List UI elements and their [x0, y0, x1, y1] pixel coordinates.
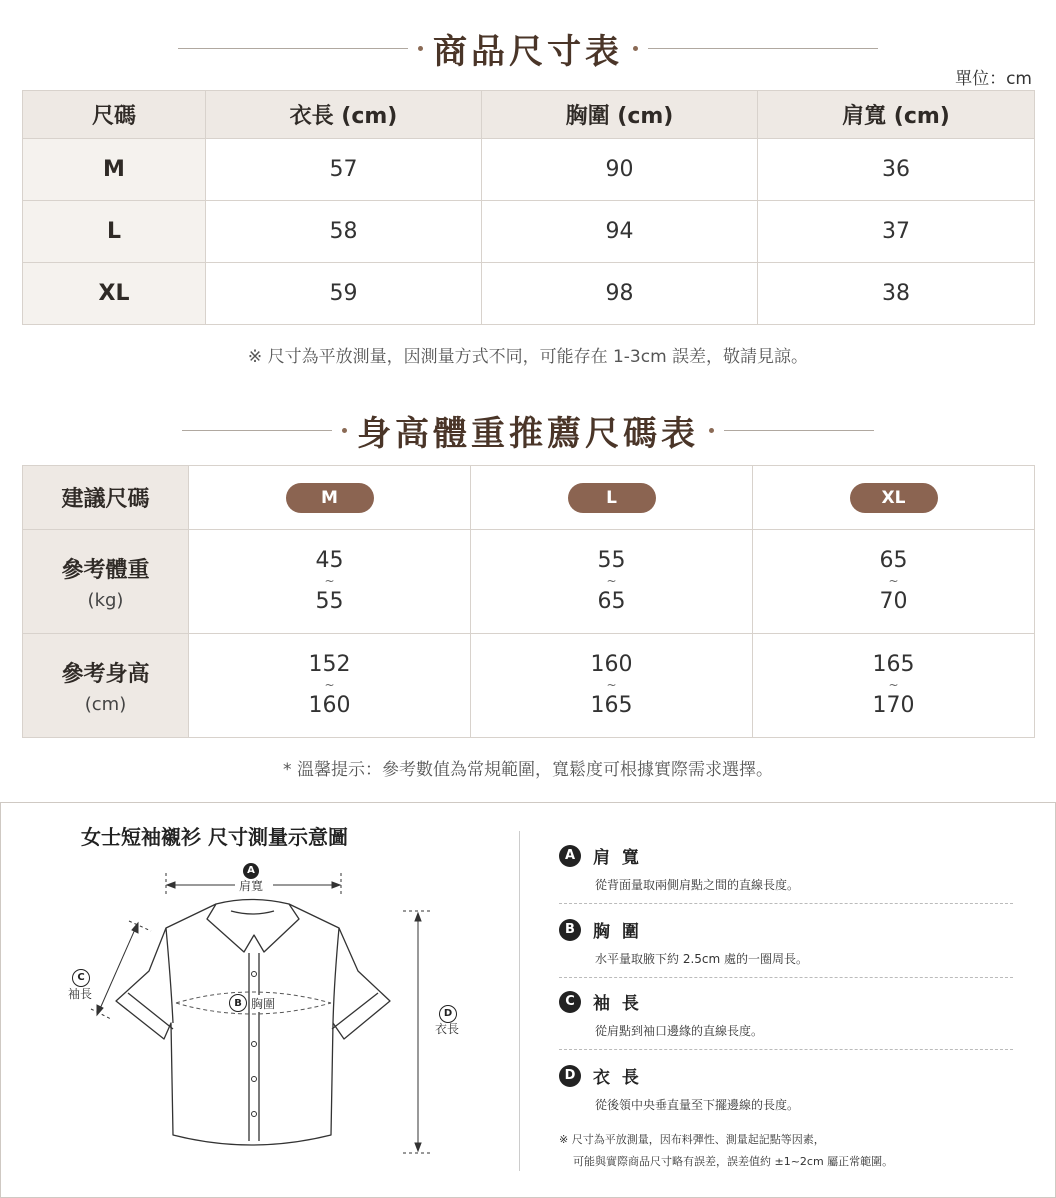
recommend-note: * 溫馨提示：參考數值為常規範圍，寬鬆度可根據實際需求選擇。 — [283, 760, 773, 780]
legend-item-chest — [559, 917, 1013, 967]
body-length-marker — [403, 911, 433, 1153]
cell-length: 59 — [206, 263, 482, 325]
height-unit: (cm) — [84, 693, 127, 715]
legend-item-shoulder — [559, 843, 1013, 893]
title-dot — [418, 46, 423, 51]
title-dot — [342, 428, 347, 433]
shirt-outline — [116, 900, 390, 1146]
header-length: 衣長 (cm) — [206, 91, 482, 139]
unit-label: 單位：cm — [955, 69, 1032, 89]
diagram-footnote-line2: 可能與實際商品尺寸略有誤差，誤差值約 ±1~2cm 屬正常範圍。 — [573, 1155, 894, 1168]
legend-name: 胸 圍 — [593, 922, 642, 942]
table-row — [23, 201, 1035, 263]
legend-separator — [559, 903, 1013, 904]
weight-row-header — [23, 530, 189, 634]
table-row — [23, 263, 1035, 325]
header-suggested-size: 建議尺碼 — [23, 466, 189, 530]
weight-unit: (kg) — [87, 589, 124, 611]
cell-shoulder: 37 — [758, 201, 1035, 263]
recommend-chart-title: 身高體重推薦尺碼表 — [357, 413, 699, 454]
header-chest: 胸圍 (cm) — [482, 91, 758, 139]
height-label: 參考身高 — [61, 661, 150, 687]
recommend-chart-table — [22, 465, 1035, 738]
legend-name: 肩 寬 — [593, 848, 642, 868]
recommend-header-row — [23, 466, 1035, 530]
header-size: 尺碼 — [23, 91, 206, 139]
size-chart-table — [22, 90, 1035, 325]
cell-chest: 98 — [482, 263, 758, 325]
legend-name: 袖 長 — [593, 994, 642, 1014]
height-range-xl: 165 ~ 170 — [753, 634, 1035, 738]
cell-chest: 90 — [482, 139, 758, 201]
legend-badge: B — [559, 919, 581, 941]
size-chart-note: ※ 尺寸為平放測量，因測量方式不同，可能存在 1-3cm 誤差，敬請見諒。 — [247, 347, 809, 367]
title-dot — [633, 46, 638, 51]
size-pill-m: M — [286, 483, 374, 513]
legend-badge: D — [559, 1065, 581, 1087]
chest-label-group — [229, 994, 275, 1012]
legend-separator — [559, 977, 1013, 978]
badge-a: A — [243, 858, 259, 879]
diagram-footnote-line1: ※ 尺寸為平放測量，因布料彈性、測量起記點等因素， — [559, 1133, 825, 1146]
sleeve-length-label: 袖長 — [68, 987, 93, 1001]
cell-shoulder: 38 — [758, 263, 1035, 325]
header-shoulder: 肩寬 (cm) — [758, 91, 1035, 139]
legend-badge: A — [559, 845, 581, 867]
diagram-title: 女士短袖襯衫 尺寸測量示意圖 — [81, 825, 348, 849]
title-line-left — [178, 48, 408, 49]
measurement-diagram-panel — [0, 802, 1056, 1198]
badge-d: D — [439, 1001, 457, 1023]
row-size: XL — [23, 263, 206, 325]
legend-separator — [559, 1049, 1013, 1050]
legend-desc: 從後領中央垂直量至下擺邊線的長度。 — [595, 1098, 800, 1112]
cell-length: 58 — [206, 201, 482, 263]
legend-badge: C — [559, 991, 581, 1013]
badge-b: B — [229, 994, 247, 1012]
table-header-row — [23, 91, 1035, 139]
weight-range-m: 45 ~ 55 — [189, 530, 471, 634]
legend-item-length — [559, 1063, 1013, 1113]
row-size: L — [23, 201, 206, 263]
weight-label: 參考體重 — [61, 557, 150, 583]
cell-shoulder: 36 — [758, 139, 1035, 201]
size-pill-xl: XL — [850, 483, 938, 513]
weight-row — [23, 530, 1035, 634]
cell-length: 57 — [206, 139, 482, 201]
shoulder-width-label: 肩寬 — [239, 879, 264, 893]
table-row — [23, 139, 1035, 201]
title-line-right — [724, 430, 874, 431]
row-size: M — [23, 139, 206, 201]
size-chart-title-row — [0, 26, 1056, 70]
cell-chest: 94 — [482, 201, 758, 263]
title-line-left — [182, 430, 332, 431]
chest-label: 胸圍 — [251, 996, 276, 1011]
legend-name: 衣 長 — [593, 1068, 642, 1088]
badge-c: C — [72, 965, 90, 987]
vertical-divider — [519, 831, 520, 1171]
weight-range-xl: 65 ~ 70 — [753, 530, 1035, 634]
legend-desc: 從背面量取兩側肩點之間的直線長度。 — [595, 878, 800, 892]
weight-range-l: 55 ~ 65 — [471, 530, 753, 634]
legend-desc: 從肩點到袖口邊緣的直線長度。 — [595, 1024, 764, 1038]
legend-desc: 水平量取腋下約 2.5cm 處的一圈周長。 — [595, 952, 809, 966]
size-chart-title: 商品尺寸表 — [433, 31, 623, 72]
height-range-l: 160 ~ 165 — [471, 634, 753, 738]
height-row-header — [23, 634, 189, 738]
title-dot — [709, 428, 714, 433]
height-row — [23, 634, 1035, 738]
title-line-right — [648, 48, 878, 49]
size-pill-l: L — [568, 483, 656, 513]
legend-item-sleeve — [559, 989, 1013, 1039]
body-length-label: 衣長 — [435, 1022, 460, 1036]
height-range-m: 152 ~ 160 — [189, 634, 471, 738]
recommend-title-row — [0, 408, 1056, 452]
